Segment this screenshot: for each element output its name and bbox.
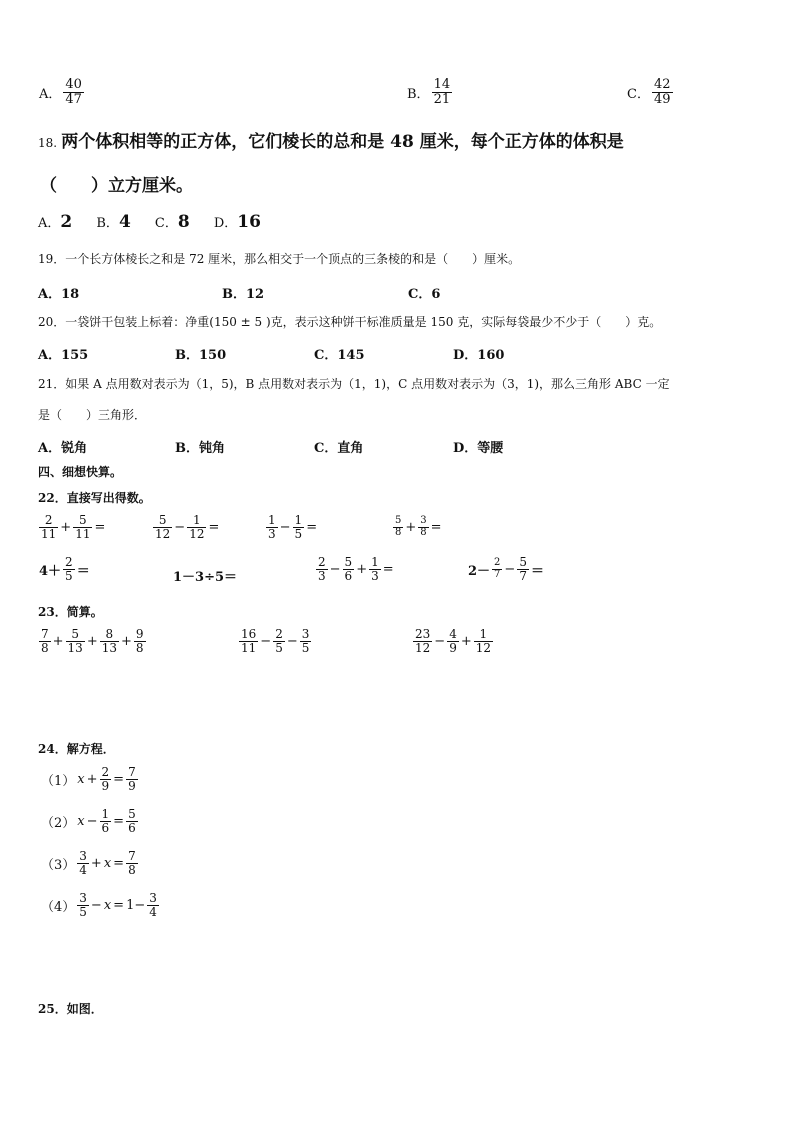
q22-expr-2: $\frac{5}{12}$ − $\frac{1}{12}$ = [155,513,220,541]
q22-title: 22．直接写出得数。 [38,491,151,505]
q22-expr-8: 2－ $\frac{2}{7}$ − $\frac{5}{7}$ ＝ [468,555,544,583]
question-text: 两个体积相等的正方体，它们棱长的总和是 48 厘米，每个正方体的体积是 [61,132,624,152]
q23-expr-3: $\frac{23}{12}$ − $\frac{4}{9}$ + $\frac{1}{12}$ [415,627,492,655]
q18-question-line2: （ ）立方厘米。 [40,176,193,196]
option-letter: D． [213,216,238,231]
fraction: $\frac{14}{21}$ [433,77,451,107]
option-value: 2 [60,212,73,232]
question-number: 18. [38,136,58,150]
q24-equation-2: （2） x − $\frac{1}{6}$ = $\frac{5}{6}$ [41,807,136,835]
option-letter: B． [96,216,119,231]
option-letter: A． [39,86,62,102]
q17-option-a [38,78,85,106]
q24-equation-3: （3） $\frac{3}{4}$ + x = $\frac{7}{8}$ [41,849,136,877]
q22-expr-6: 1－3÷5＝ [173,570,238,585]
q24-equation-1: （1） x + $\frac{2}{9}$ = $\frac{7}{9}$ [41,765,136,793]
q22-expr-7: $\frac{2}{3}$ − $\frac{5}{6}$ + $\frac{1}{3}$ = [318,555,394,583]
q20-option-a: A．155 [38,348,89,363]
q20-option-b: B．150 [175,348,227,363]
q21-option-a: A．锐角 [38,441,88,456]
q20-option-d: D．160 [453,348,505,363]
q22-expr-3: $\frac{1}{3}$ − $\frac{1}{5}$ = [268,513,318,541]
q20-option-c: C．145 [314,348,365,363]
option-value: 4 [118,212,131,232]
q21-option-c: C．直角 [314,441,364,456]
q21-question-line1: 21．如果 A 点用数对表示为（1，5)，B 点用数对表示为（1，1)，C 点用数对表示为（3，1)，那么三角形 ABC 一定 [38,377,670,391]
q24-title: 24．解方程． [38,742,115,756]
q18-options [38,212,261,232]
section-heading: 四、细想快算。 [38,465,123,479]
option-value: 8 [177,212,190,232]
q19-option-b: B．12 [222,287,265,302]
option-letter: B． [407,86,430,102]
option-letter: A． [38,216,61,231]
q21-option-d: D．等腰 [453,441,504,456]
q22-expr-4: $\frac{5}{8}$ + $\frac{3}{8}$ = [395,515,442,538]
option-letter: C． [627,86,650,102]
q20-question: 20．一袋饼干包装上标着：净重(150 ± 5 )克，表示这种饼干标准质量是 150 克，实际每袋最少不少于（ ）克。 [38,315,662,329]
q23-expr-2: $\frac{16}{11}$ − $\frac{2}{5}$ − $\frac{3}{5}$ [241,627,310,655]
option-value: 16 [237,212,261,232]
fraction: $\frac{40}{47}$ [65,77,82,107]
q18-question-line1 [38,127,624,152]
q23-expr-1: $\frac{7}{8}$ + $\frac{5}{13}$ + $\frac{8}{13}$ + $\frac{9}{8}$ [41,627,144,655]
q22-expr-1: $\frac{2}{11}$ + $\frac{5}{11}$ = [41,513,106,541]
q17-option-b [406,78,453,106]
q19-option-c: C．6 [408,287,441,302]
option-letter: C． [154,216,178,231]
q22-expr-5: 4＋ $\frac{2}{5}$ ＝ [39,555,90,583]
fraction: $\frac{42}{49}$ [653,77,671,107]
q23-title: 23．简算。 [38,605,103,619]
q25-title: 25．如图． [38,1002,103,1016]
q24-equation-4: （4） $\frac{3}{5}$ − x = 1− $\frac{3}{4}$ [41,891,157,919]
q19-option-a: A．18 [38,287,80,302]
q21-question-line2: 是（ ）三角形． [38,408,147,422]
q17-option-c [626,78,674,106]
q19-question: 19．一个长方体棱长之和是 72 厘米，那么相交于一个顶点的三条棱的和是（ ）厘米。 [38,252,521,266]
q21-option-b: B．钝角 [175,441,225,456]
